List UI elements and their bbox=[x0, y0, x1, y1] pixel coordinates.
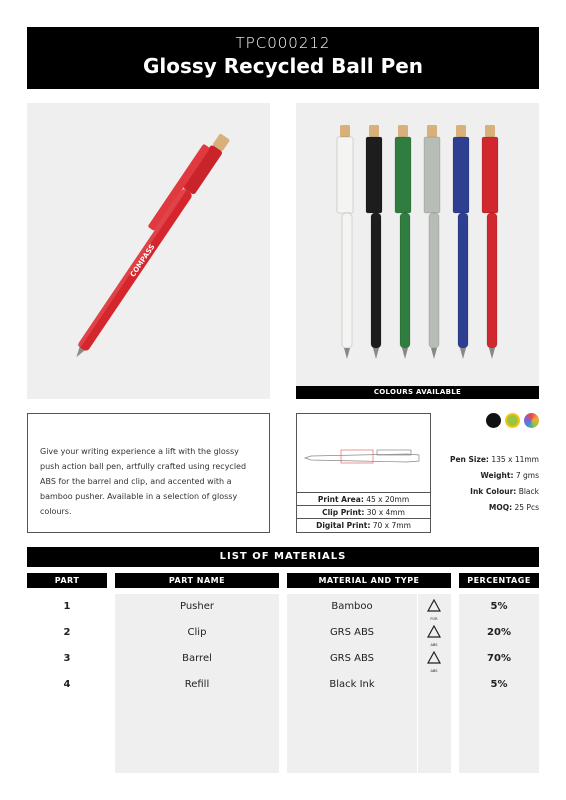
row-4-name: Refill bbox=[184, 679, 210, 690]
row-1-material: Bamboo bbox=[331, 601, 373, 612]
row-1-part: 1 bbox=[63, 601, 71, 612]
colour-pen-2 bbox=[366, 125, 382, 359]
recycled-badge-icon bbox=[524, 413, 539, 428]
colour-pen-6 bbox=[482, 125, 498, 359]
row-2-percent: 20% bbox=[487, 627, 511, 638]
colour-pen-4 bbox=[424, 125, 440, 359]
red-pen-illustration bbox=[27, 103, 270, 399]
product-code: TPC000212 bbox=[235, 34, 331, 52]
clip-print-row: Clip Print: 30 x 4mm bbox=[297, 506, 430, 519]
materials-title: LIST OF MATERIALS bbox=[27, 547, 539, 567]
row-2-material: GRS ABS bbox=[329, 627, 375, 638]
row-3-name: Barrel bbox=[182, 653, 212, 664]
header-part: PART bbox=[27, 573, 107, 588]
grs-badge-icon bbox=[486, 413, 501, 428]
row-3-percent: 70% bbox=[487, 653, 511, 664]
row-1-recycle-icon bbox=[427, 598, 441, 621]
row-3-recycle-icon bbox=[427, 650, 441, 673]
header-banner bbox=[27, 27, 539, 89]
row-1-percent: 5% bbox=[490, 601, 508, 612]
row-2-recycle-code: ABS bbox=[430, 643, 438, 647]
spec-moq: MOQ: 25 Pcs bbox=[488, 503, 539, 512]
product-specs bbox=[440, 452, 539, 516]
colours-available-label: COLOURS AVAILABLE bbox=[296, 386, 539, 399]
print-area-box bbox=[296, 413, 431, 533]
product-description: Give your writing experience a lift with the glossy push action ball pen, artfully crafted using recycled ABS for the barrel and clip, and accented with a bamboo pusher. Available in a selection of glossy colours. bbox=[27, 413, 270, 533]
row-4-part: 4 bbox=[63, 679, 71, 690]
spec-ink-colour: Ink Colour: Black bbox=[470, 487, 539, 496]
colour-pen-1 bbox=[337, 125, 353, 359]
colour-pen-3 bbox=[395, 125, 411, 359]
row-4-percent: 5% bbox=[490, 679, 508, 690]
row-3-recycle-code: ABS bbox=[430, 669, 438, 673]
row-3-material: GRS ABS bbox=[329, 653, 375, 664]
spec-weight: Weight: 7 gms bbox=[480, 471, 539, 480]
row-2-name: Clip bbox=[187, 627, 207, 638]
product-title: Glossy Recycled Ball Pen bbox=[142, 54, 424, 78]
colour-pen-5 bbox=[453, 125, 469, 359]
plastic-free-badge-icon bbox=[505, 413, 520, 428]
row-4-material: Black Ink bbox=[329, 679, 375, 690]
row-2-recycle-icon bbox=[427, 624, 441, 647]
spec-pen-size: Pen Size: 135 x 11mm bbox=[449, 455, 539, 464]
hero-pen-image bbox=[27, 103, 270, 399]
row-1-name: Pusher bbox=[179, 601, 214, 612]
digital-print-row: Digital Print: 70 x 7mm bbox=[316, 521, 411, 530]
header-part-name: PART NAME bbox=[115, 573, 279, 588]
pen-colour-lineup bbox=[296, 103, 539, 386]
pen-brand-print: COMPASS bbox=[128, 242, 157, 279]
print-area-diagram bbox=[297, 414, 430, 493]
row-1-recycle-code: FOR bbox=[430, 617, 438, 621]
row-2-part: 2 bbox=[63, 627, 71, 638]
header-material: MATERIAL AND TYPE bbox=[287, 573, 451, 588]
row-3-part: 3 bbox=[63, 653, 71, 664]
print-area-row: Print Area: 45 x 20mm bbox=[297, 493, 430, 506]
header-percentage: PERCENTAGE bbox=[459, 573, 539, 588]
colours-image bbox=[296, 103, 539, 386]
